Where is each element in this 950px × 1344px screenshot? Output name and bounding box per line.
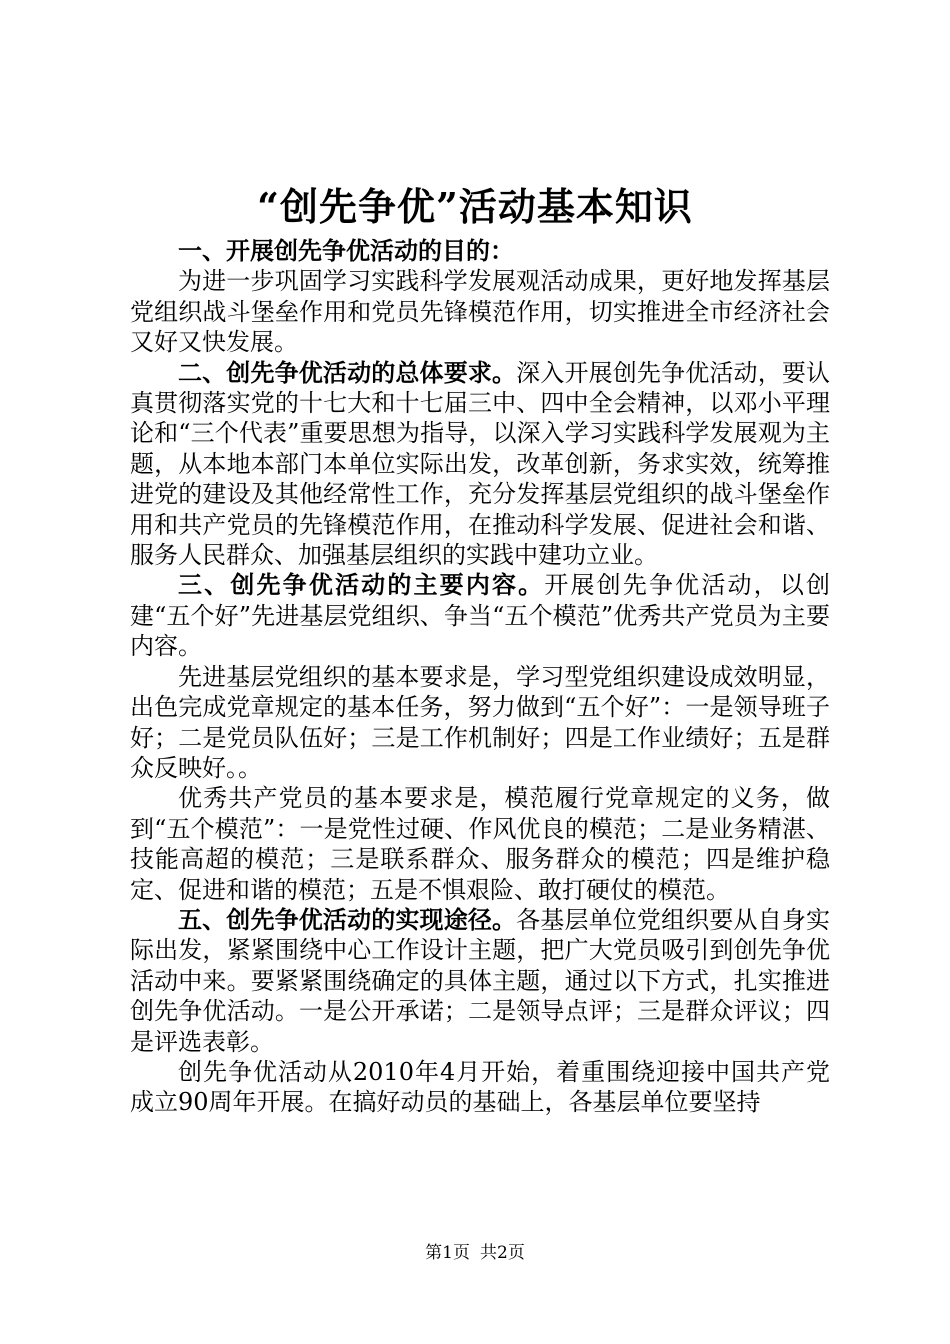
document-body (130, 236, 830, 1118)
section-heading: 三、创先争优活动的主要内容。 (178, 570, 545, 600)
paragraph-purpose-text (130, 266, 830, 357)
paragraph-main-content (130, 570, 830, 661)
paragraph-text: 深入开展创先争优活动，要认真贯彻落实党的十七大和十七届三中、四中全会精神，以邓小平理论和“三个代表”重要思想为指导，以深入学习实践科学发展观为主题，从本地本部门本单位实际出发，改革创新，务求实效，统筹推进党的建设及其他经常性工作，充分发挥基层党组织的战斗堡垒作用和共产党员的先锋模范作用，在推动科学发展、促进社会和谐、服务人民群众、加强基层组织的实践中建功立业。 (130, 358, 831, 570)
section-heading: 一、开展创先争优活动的目的： (178, 236, 514, 265)
page-number: 第1页 (425, 1243, 470, 1263)
paragraph-purpose-heading (130, 236, 830, 266)
paragraph-text: 优秀共产党员的基本要求是，模范履行党章规定的义务，做到“五个模范”：一是党性过硬、作风优良的模范；二是业务精湛、技能高超的模范；三是联系群众、服务群众的模范；四是维护稳定、促进和谐的模范；五是不惧艰险、敢打硬仗的模范。 (130, 784, 830, 904)
paragraph-timeline (130, 1057, 830, 1118)
document-title: “创先争优”活动基本知识 (257, 184, 693, 229)
paragraph-text: 先进基层党组织的基本要求是，学习型党组织建设成效明显，出色完成党章规定的基本任务，努力做到“五个好”：一是领导班子好；二是党员队伍好；三是工作机制好；四是工作业绩好；五是群众反映好。。 (130, 662, 830, 782)
page-footer (0, 1242, 950, 1264)
paragraph-text: 各基层单位党组织要从自身实际出发，紧紧围绕中心工作设计主题，把广大党员吸引到创先争优活动中来。要紧紧围绕确定的具体主题，通过以下方式，扎实推进创先争优活动。一是公开承诺；二是领导点评；三是群众评议；四是评选表彰。 (130, 905, 831, 1056)
section-heading: 五、创先争优活动的实现途径。 (178, 904, 517, 934)
paragraph-party-organization-requirements (130, 662, 830, 784)
paragraph-implementation-approach (130, 905, 830, 1057)
page-total: 共2页 (480, 1243, 525, 1263)
paragraph-text: 开展创先争优活动，以创建“五个好”先进基层党组织、争当“五个模范”优秀共产党员为主要内容。 (130, 571, 831, 661)
paragraph-party-member-requirements (130, 783, 830, 905)
paragraph-text: 创先争优活动从2010年4月开始，着重围绕迎接中国共产党成立90周年开展。在搞好动员的基础上，各基层单位要坚持 (130, 1057, 830, 1117)
paragraph-overall-requirements (130, 358, 830, 571)
section-heading: 二、创先争优活动的总体要求。 (178, 357, 517, 387)
paragraph-text: 为进一步巩固学习实践科学发展观活动成果，更好地发挥基层党组织战斗堡垒作用和党员先锋模范作用，切实推进全市经济社会又好又快发展。 (130, 267, 830, 357)
